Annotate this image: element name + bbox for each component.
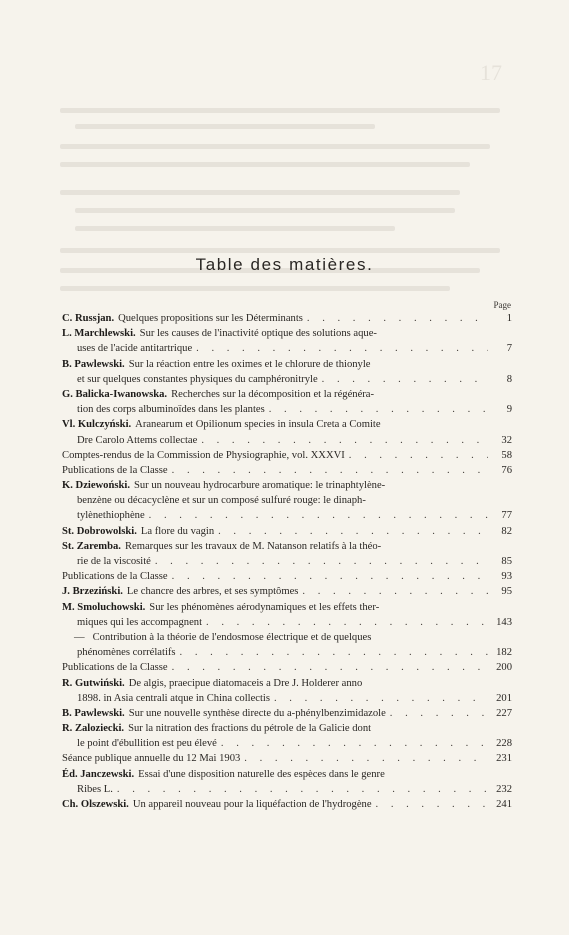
toc-entry-line [62, 508, 512, 523]
dot-leader [302, 584, 488, 599]
toc-entry-line [62, 493, 512, 508]
toc-page-number: 9 [506, 404, 512, 416]
page-title: Table des matières. [195, 255, 374, 274]
toc-entry-line [62, 782, 512, 797]
toc-author: R. Zaloziecki. [62, 723, 125, 735]
toc-page-number: 77 [501, 510, 512, 522]
toc-entry-text: Essai d'une disposition naturelle des espèces dans le genre [138, 768, 385, 780]
toc-entry [62, 524, 512, 539]
toc-page-number: 58 [501, 449, 512, 461]
toc-entry [62, 569, 512, 584]
toc-entry-line [62, 478, 512, 493]
toc-entry-text: Quelques propositions sur les Déterminants [118, 313, 303, 324]
toc-entry-text: Aranearum et Opilionum species in insula Creta a Comite [135, 419, 381, 431]
toc-entry [62, 311, 512, 326]
toc-entry [62, 387, 512, 417]
toc-author: C. Russjan. [62, 313, 115, 324]
toc-entry-text: Remarques sur les travaux de M. Natanson relatifs à la théo- [124, 540, 382, 552]
toc-entry [62, 357, 512, 387]
toc-entry-line [62, 311, 512, 326]
toc-entry [62, 326, 512, 356]
toc-entry-line [62, 721, 512, 736]
toc-entry-line [62, 645, 512, 660]
toc-entry-text: benzène ou décacyclène et sur un composé sulfuré rouge: le dinaph- [77, 495, 366, 507]
toc-entry-line [62, 797, 512, 812]
toc-entry-text: Sur une nouvelle synthèse directe du a-phénylbenzimidazole [128, 707, 386, 719]
toc-entry-text: Dre Carolo Attems collectae [77, 434, 198, 446]
toc-entry-text: 1898. in Asia centrali atque in China collectis [77, 692, 270, 704]
toc-page-number: 93 [501, 571, 512, 583]
toc-page-number: 76 [501, 464, 512, 476]
dot-leader [117, 782, 488, 797]
toc-entry-line [62, 600, 512, 615]
toc-entry-line [62, 524, 512, 539]
toc-entry [62, 448, 512, 463]
dot-leader [172, 463, 488, 478]
dot-leader [172, 569, 488, 584]
toc-entry [62, 600, 512, 630]
toc-author: G. Balicka-Iwanowska. [62, 388, 168, 400]
toc-entry-text: le point d'ébullition est peu élevé [77, 738, 217, 750]
toc-page-number: 227 [496, 707, 512, 719]
toc-entry-text: Sur la réaction entre les oximes et le chlorure de thionyle [128, 358, 371, 370]
toc-page-number: 8 [506, 373, 512, 385]
toc-page-number: 241 [496, 799, 512, 810]
toc-entry-text: Un appareil nouveau pour la liquéfaction de l'hydrogène [132, 799, 372, 810]
toc-entry-line [62, 357, 512, 372]
toc-author: Éd. Janczewski. [62, 768, 135, 780]
dot-leader [307, 311, 488, 326]
toc-entry-line [62, 569, 512, 584]
dot-leader [172, 660, 488, 675]
toc-entry-text: tylènethiophène [77, 510, 145, 522]
toc-entry-line [62, 751, 512, 766]
toc-entry-text: miques qui les accompagnent [77, 616, 203, 628]
page-column-heading: Page [493, 300, 511, 310]
toc-author: B. Pawlewski. [62, 707, 125, 719]
toc-page-number: 1 [506, 313, 512, 324]
toc-author: B. Pawlewski. [62, 358, 125, 370]
toc-entry-line [62, 341, 512, 356]
bleed-through-texture: 17 [0, 40, 569, 300]
toc-entry [62, 721, 512, 751]
toc-page-number: 201 [496, 692, 512, 704]
toc-entry-line [62, 660, 512, 675]
dot-leader [206, 615, 488, 630]
toc-entry-line [62, 417, 512, 432]
dot-leader [196, 341, 488, 356]
toc-entry-text: Sur un nouveau hydrocarbure aromatique: le trinaphtylène- [133, 480, 386, 492]
toc-entry [62, 539, 512, 569]
toc-entry-line [62, 630, 512, 645]
toc-author: St. Zaremba. [62, 540, 121, 552]
toc-entry-line [62, 554, 512, 569]
toc-entry-text: rie de la viscosité [77, 556, 151, 567]
toc-entry-text: Publications de la Classe [62, 464, 168, 476]
toc-entry-line [62, 676, 512, 691]
toc-entry [62, 478, 512, 524]
toc-entry-text: De algis, praecipue diatomaceis a Dre J. Holderer anno [128, 677, 363, 689]
ditto-dash: — [74, 631, 85, 643]
toc-entry-text: phénomènes corrélatifs [77, 647, 176, 659]
toc-author: R. Gutwiński. [62, 677, 125, 689]
toc-page-number: 95 [501, 586, 512, 598]
table-of-contents [62, 311, 512, 812]
toc-page-number: 200 [496, 662, 512, 674]
toc-entry [62, 706, 512, 721]
toc-entry-text: Comptes-rendus de la Commission de Physiographie, vol. XXXVI [62, 449, 345, 461]
toc-entry-text: Ribes L. [77, 783, 113, 795]
toc-page-number: 232 [496, 783, 512, 795]
dot-leader [155, 554, 488, 569]
dot-leader [349, 448, 488, 463]
toc-entry-line [62, 767, 512, 782]
toc-entry-text: Contribution à la théorie de l'endosmose électrique et de quelques [92, 631, 372, 643]
toc-author: K. Dziewoński. [62, 480, 130, 492]
toc-entry-text: Sur les causes de l'inactivité optique des solutions aque- [139, 328, 377, 340]
dot-leader [149, 508, 488, 523]
toc-entry-text: Sur les phénomènes aérodynamiques et les effets ther- [149, 601, 380, 613]
dot-leader [322, 372, 488, 387]
dot-leader [244, 751, 488, 766]
toc-page-number: 182 [496, 647, 512, 659]
toc-entry-line [62, 402, 512, 417]
dot-leader [274, 691, 488, 706]
toc-page-number: 82 [501, 525, 512, 537]
toc-author: Ch. Olszewski. [62, 799, 129, 810]
toc-entry-text: et sur quelques constantes physiques du camphéronitryle [77, 373, 318, 385]
toc-entry-text: La flore du vagin [140, 525, 215, 537]
toc-entry-text: uses de l'acide antitartrique [77, 343, 193, 355]
toc-page-number: 85 [501, 556, 512, 567]
dot-leader [390, 706, 488, 721]
dot-leader [218, 524, 488, 539]
toc-entry-line [62, 387, 512, 402]
toc-entry-text: Le chancre des arbres, et ses symptômes [126, 586, 299, 598]
toc-author: J. Brzeziński. [62, 586, 123, 598]
toc-entry-line [62, 539, 512, 554]
dot-leader [269, 402, 488, 417]
dot-leader [201, 433, 488, 448]
toc-entry-line [62, 615, 512, 630]
toc-entry-line [62, 691, 512, 706]
toc-entry-line [62, 736, 512, 751]
toc-entry-line [62, 433, 512, 448]
toc-entry-line [62, 372, 512, 387]
toc-entry [62, 630, 512, 660]
toc-entry-line [62, 706, 512, 721]
toc-entry [62, 751, 512, 766]
toc-page-number: 32 [501, 434, 512, 446]
toc-entry [62, 463, 512, 478]
toc-entry-text: Séance publique annuelle du 12 Mai 1903 [62, 753, 241, 765]
toc-entry [62, 676, 512, 706]
toc-entry-line [62, 326, 512, 341]
toc-entry [62, 767, 512, 797]
toc-author: L. Marchlewski. [62, 328, 136, 340]
toc-entry [62, 797, 512, 812]
dot-leader [180, 645, 488, 660]
toc-entry-text: Publications de la Classe [62, 662, 168, 674]
toc-author: Vl. Kulczyński. [62, 419, 132, 431]
toc-page-number: 7 [506, 343, 512, 355]
toc-entry-text: Sur la nitration des fractions du pétrole de la Galicie dont [128, 723, 372, 735]
toc-entry-line [62, 463, 512, 478]
toc-author: St. Dobrowolski. [62, 525, 137, 537]
dot-leader [376, 797, 488, 812]
toc-author: M. Smoluchowski. [62, 601, 146, 613]
toc-entry [62, 660, 512, 675]
toc-entry [62, 584, 512, 599]
toc-entry [62, 417, 512, 447]
dot-leader [221, 736, 488, 751]
toc-page-number: 228 [496, 738, 512, 750]
toc-page-number: 143 [496, 616, 512, 628]
toc-entry-text: Recherches sur la décomposition et la régénéra- [171, 388, 375, 400]
toc-entry-line [62, 584, 512, 599]
toc-page-number: 231 [496, 753, 512, 765]
toc-entry-line [62, 448, 512, 463]
toc-entry-text: Publications de la Classe [62, 571, 168, 583]
toc-entry-text: tion des corps albuminoïdes dans les plantes [77, 404, 265, 416]
